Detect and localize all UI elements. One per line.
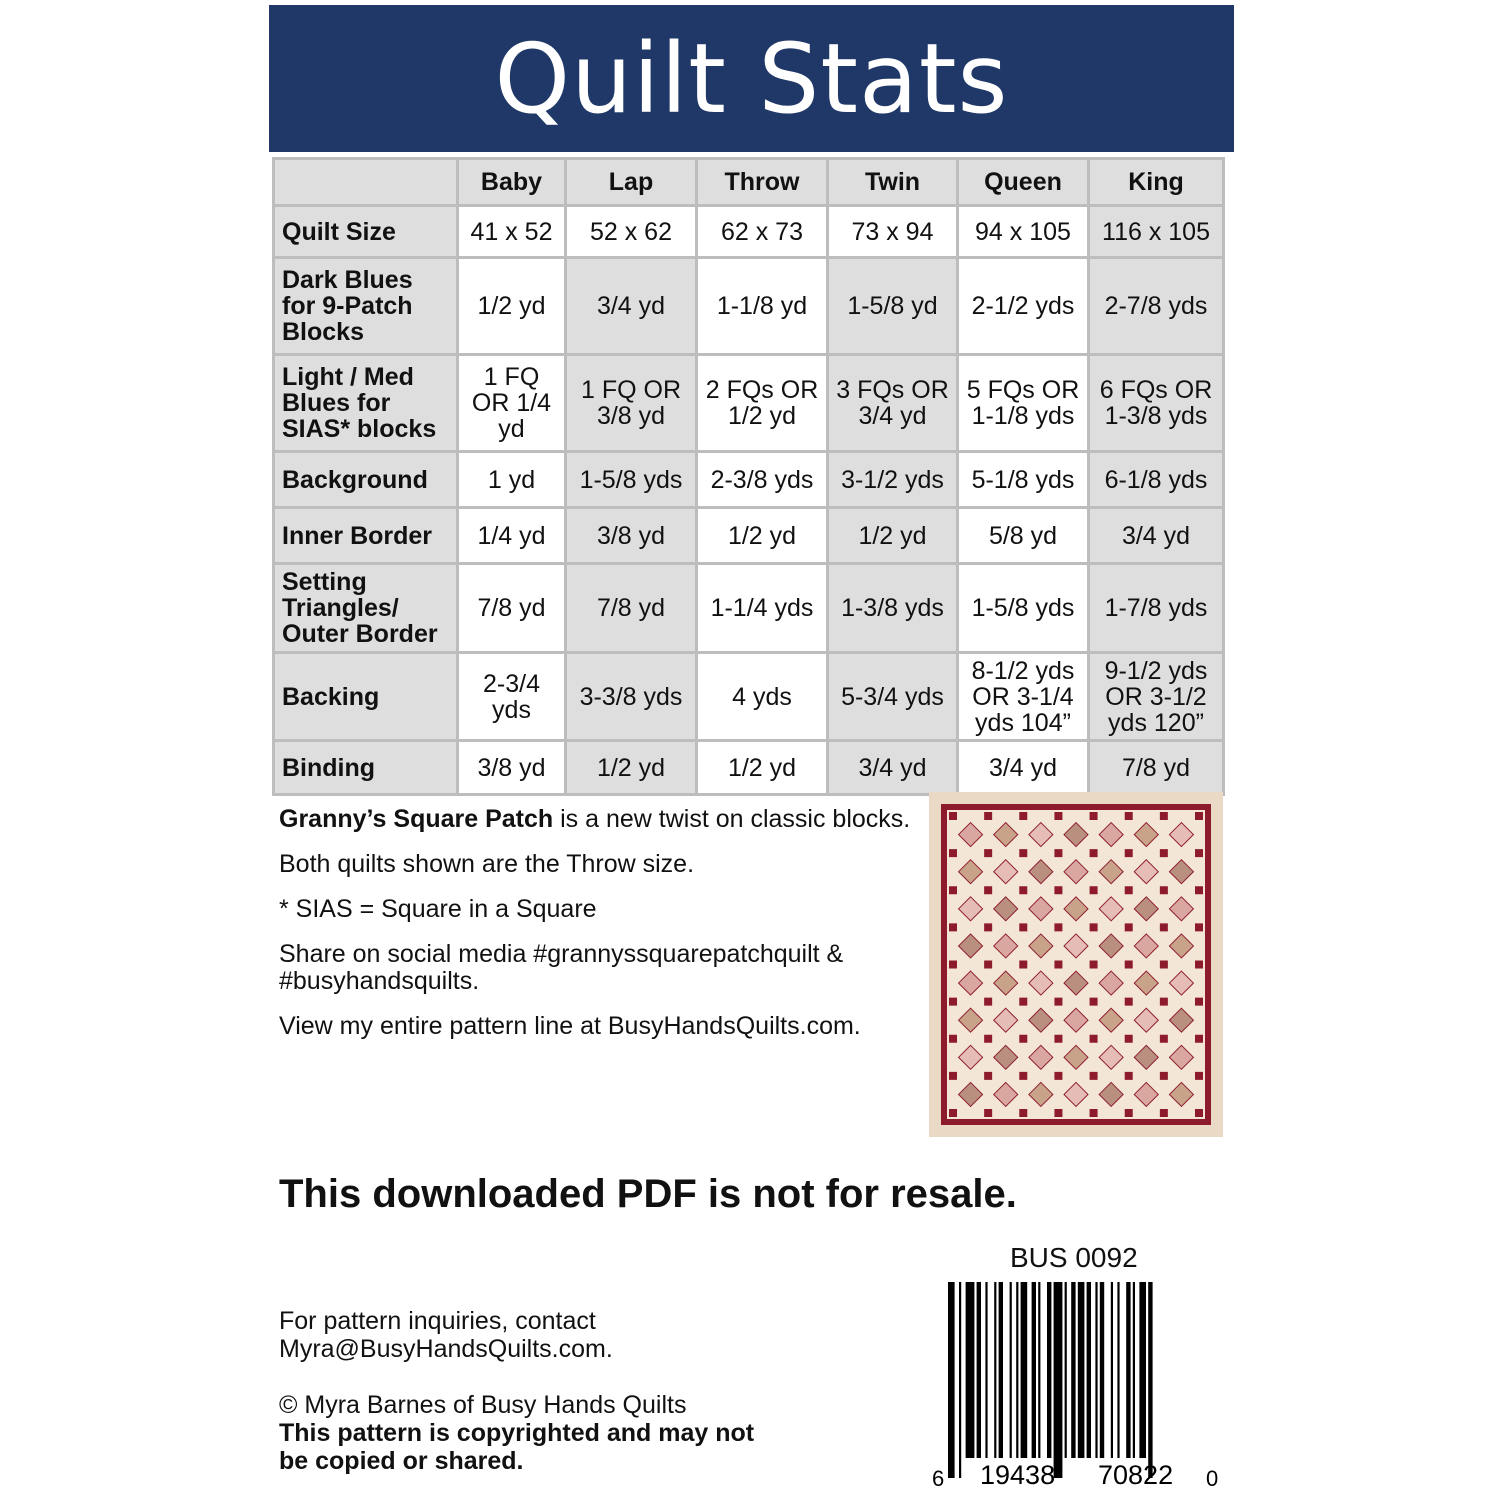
table-cell: 7/8 yd: [1089, 741, 1224, 795]
barcode-bar: [1021, 1282, 1028, 1458]
quilt-nine-patch: [1195, 1035, 1203, 1043]
table-cell: 116 x 105: [1089, 206, 1224, 258]
quilt-nine-patch: [1019, 812, 1027, 820]
quilt-nine-patch: [1054, 812, 1062, 820]
barcode-bars: [948, 1282, 1153, 1478]
table-cell: 7/8 yd: [566, 564, 697, 653]
column-header: Lap: [566, 159, 697, 206]
row-label: Light / Med Blues for SIAS* blocks: [274, 355, 458, 452]
quilt-nine-patch: [1125, 849, 1133, 857]
barcode-bar: [1087, 1282, 1091, 1458]
quilt-nine-patch: [949, 849, 957, 857]
corner-cell: [274, 159, 458, 206]
intro-note: [279, 806, 929, 833]
quilt-nine-patch: [1054, 886, 1062, 894]
barcode-bar: [948, 1282, 955, 1478]
barcode-first-digit: 6: [932, 1466, 945, 1491]
table-cell: 3-3/8 yds: [566, 653, 697, 741]
quilt-nine-patch: [1054, 1035, 1062, 1043]
quilt-nine-patch: [1054, 961, 1062, 969]
sias-note: * SIAS = Square in a Square: [279, 895, 597, 923]
table-cell: 1 FQ OR 1/4 yd: [458, 355, 566, 452]
table-cell: 2-3/4 yds: [458, 653, 566, 741]
table-cell: 1 FQ OR 3/8 yd: [566, 355, 697, 452]
title-banner: [269, 5, 1234, 152]
barcode-bar: [1126, 1282, 1130, 1458]
quilt-nine-patch: [1125, 998, 1133, 1006]
table-cell: 5-3/4 yds: [828, 653, 958, 741]
table-cell: 1-5/8 yds: [566, 452, 697, 508]
table-cell: 41 x 52: [458, 206, 566, 258]
throw-size-note: Both quilts shown are the Throw size.: [279, 850, 695, 878]
barcode-bar: [1016, 1282, 1018, 1458]
quilt-nine-patch: [1019, 1109, 1027, 1117]
quilt-nine-patch: [1125, 812, 1133, 820]
copyright-line: © Myra Barnes of Busy Hands Quilts: [279, 1391, 687, 1419]
quilt-stats-table: [272, 157, 1225, 796]
table-cell: 3 FQs OR 3/4 yd: [828, 355, 958, 452]
row-label: Binding: [274, 741, 458, 795]
barcode-bar: [985, 1282, 987, 1458]
quilt-nine-patch: [1160, 998, 1168, 1006]
contact-email: Myra@BusyHandsQuilts.com.: [279, 1335, 613, 1363]
barcode: [930, 1282, 1220, 1492]
quilt-nine-patch: [984, 849, 992, 857]
table-cell: 9-1/2 yds OR 3-1/2 yds 120”: [1089, 653, 1224, 741]
quilt-nine-patch: [1125, 886, 1133, 894]
page-title: Quilt Stats: [494, 22, 1009, 135]
table-cell: 1/2 yd: [697, 741, 828, 795]
table-cell: 2-3/8 yds: [697, 452, 828, 508]
table-row: [274, 258, 1224, 355]
pattern-name: Granny’s Square Patch: [279, 805, 554, 833]
quilt-nine-patch: [984, 886, 992, 894]
quilt-nine-patch: [949, 886, 957, 894]
table-cell: 3/4 yd: [566, 258, 697, 355]
quilt-nine-patch: [1160, 849, 1168, 857]
quilt-nine-patch: [1090, 998, 1098, 1006]
quilt-nine-patch: [1054, 849, 1062, 857]
barcode-bar: [1078, 1282, 1085, 1458]
intro-text: is a new twist on classic blocks.: [553, 805, 911, 833]
table-cell: 1/2 yd: [828, 508, 958, 564]
quilt-nine-patch: [1160, 923, 1168, 931]
table-cell: 3/4 yd: [1089, 508, 1224, 564]
quilt-nine-patch: [1090, 923, 1098, 931]
contact-info: [279, 1307, 613, 1363]
quilt-nine-patch: [949, 1072, 957, 1080]
quilt-nine-patch: [1019, 998, 1027, 1006]
column-header: Queen: [958, 159, 1089, 206]
quilt-nine-patch: [1160, 812, 1168, 820]
table-header-row: [274, 159, 1224, 206]
quilt-nine-patch: [1019, 1072, 1027, 1080]
quilt-nine-patch: [949, 1035, 957, 1043]
quilt-nine-patch: [1125, 923, 1133, 931]
row-label: Quilt Size: [274, 206, 458, 258]
quilt-nine-patch: [1054, 998, 1062, 1006]
quilt-nine-patch: [949, 961, 957, 969]
barcode-bar: [1054, 1282, 1063, 1478]
barcode-last-digit: 0: [1206, 1466, 1219, 1491]
barcode-bar: [1148, 1282, 1152, 1478]
quilt-nine-patch: [1125, 1072, 1133, 1080]
table-cell: 7/8 yd: [458, 564, 566, 653]
column-header: King: [1089, 159, 1224, 206]
resale-disclaimer: This downloaded PDF is not for resale.: [279, 1172, 1017, 1216]
quilt-nine-patch: [1195, 998, 1203, 1006]
quilt-nine-patch: [1019, 849, 1027, 857]
copyright-notice: [279, 1391, 759, 1475]
column-header: Baby: [458, 159, 566, 206]
quilt-nine-patch: [1195, 1109, 1203, 1117]
table-cell: 73 x 94: [828, 206, 958, 258]
column-header: Throw: [697, 159, 828, 206]
table-cell: 3-1/2 yds: [828, 452, 958, 508]
barcode-bar: [1071, 1282, 1075, 1458]
table-row: [274, 653, 1224, 741]
table-cell: 1-5/8 yd: [828, 258, 958, 355]
quilt-nine-patch: [984, 1109, 992, 1117]
table-row: [274, 741, 1224, 795]
quilt-nine-patch: [984, 998, 992, 1006]
barcode-bar: [994, 1282, 996, 1458]
quilt-nine-patch: [984, 923, 992, 931]
table-cell: 4 yds: [697, 653, 828, 741]
barcode-bar: [1065, 1282, 1067, 1458]
row-label: Background: [274, 452, 458, 508]
quilt-nine-patch: [1195, 1072, 1203, 1080]
table-cell: 3/8 yd: [458, 741, 566, 795]
table-cell: 62 x 73: [697, 206, 828, 258]
barcode-bar: [1111, 1282, 1113, 1458]
barcode-bar: [999, 1282, 1003, 1458]
quilt-nine-patch: [1090, 961, 1098, 969]
quilt-nine-patch: [1019, 961, 1027, 969]
barcode-bar: [959, 1282, 961, 1478]
table-cell: 5/8 yd: [958, 508, 1089, 564]
quilt-nine-patch: [1019, 923, 1027, 931]
quilt-nine-patch: [1090, 849, 1098, 857]
quilt-nine-patch: [1195, 849, 1203, 857]
barcode-bar: [1139, 1282, 1146, 1458]
barcode-bar: [1032, 1282, 1036, 1458]
row-label: Backing: [274, 653, 458, 741]
quilt-nine-patch: [1054, 1109, 1062, 1117]
table-row: [274, 355, 1224, 452]
table-cell: 1-3/8 yds: [828, 564, 958, 653]
quilt-nine-patch: [1090, 1109, 1098, 1117]
barcode-digits-left: 19438: [980, 1460, 1056, 1490]
table-cell: 3/4 yd: [958, 741, 1089, 795]
quilt-nine-patch: [1195, 812, 1203, 820]
row-label: Setting Triangles/ Outer Border: [274, 564, 458, 653]
quilt-nine-patch: [1160, 961, 1168, 969]
quilt-nine-patch: [949, 812, 957, 820]
quilt-nine-patch: [1195, 923, 1203, 931]
table-cell: 6-1/8 yds: [1089, 452, 1224, 508]
quilt-nine-patch: [984, 961, 992, 969]
quilt-nine-patch: [949, 1109, 957, 1117]
pattern-line-note: View my entire pattern line at BusyHandsQuilts.com.: [279, 1012, 861, 1040]
barcode-bar: [1010, 1282, 1012, 1458]
quilt-nine-patch: [1160, 1072, 1168, 1080]
barcode-bar: [1047, 1282, 1051, 1458]
table-row: [274, 508, 1224, 564]
table-cell: 52 x 62: [566, 206, 697, 258]
table-cell: 1/2 yd: [697, 508, 828, 564]
table-cell: 2-1/2 yds: [958, 258, 1089, 355]
column-header: Twin: [828, 159, 958, 206]
table-cell: 2-7/8 yds: [1089, 258, 1224, 355]
quilt-nine-patch: [1090, 812, 1098, 820]
table-cell: 1/2 yd: [458, 258, 566, 355]
table-cell: 3/8 yd: [566, 508, 697, 564]
quilt-nine-patch: [1019, 886, 1027, 894]
table-row: [274, 206, 1224, 258]
copyright-warning: This pattern is copyrighted and may not be copied or shared.: [279, 1419, 755, 1475]
table-cell: 5 FQs OR 1-1/8 yds: [958, 355, 1089, 452]
quilt-nine-patch: [1160, 886, 1168, 894]
table-cell: 8-1/2 yds OR 3-1/4 yds 104”: [958, 653, 1089, 741]
quilt-nine-patch: [949, 923, 957, 931]
contact-line: For pattern inquiries, contact: [279, 1307, 596, 1335]
table-cell: 3/4 yd: [828, 741, 958, 795]
quilt-nine-patch: [1160, 1035, 1168, 1043]
quilt-nine-patch: [1054, 1072, 1062, 1080]
barcode-bar: [1133, 1282, 1135, 1458]
barcode-bar: [1100, 1282, 1104, 1458]
quilt-nine-patch: [1054, 923, 1062, 931]
table-row: [274, 452, 1224, 508]
pattern-notes: [279, 806, 929, 1058]
table-cell: 1-1/4 yds: [697, 564, 828, 653]
quilt-nine-patch: [1125, 1109, 1133, 1117]
row-label: Dark Blues for 9-Patch Blocks: [274, 258, 458, 355]
row-label: Inner Border: [274, 508, 458, 564]
table-cell: 1-7/8 yds: [1089, 564, 1224, 653]
table-cell: 94 x 105: [958, 206, 1089, 258]
barcode-digits-right: 70822: [1098, 1460, 1174, 1490]
quilt-nine-patch: [984, 1072, 992, 1080]
barcode-bar: [1117, 1282, 1119, 1458]
table-cell: 5-1/8 yds: [958, 452, 1089, 508]
table-cell: 1/2 yd: [566, 741, 697, 795]
quilt-nine-patch: [984, 1035, 992, 1043]
quilt-photo: [929, 792, 1223, 1137]
table-cell: 1/4 yd: [458, 508, 566, 564]
barcode-bar: [1095, 1282, 1097, 1458]
table-row: [274, 564, 1224, 653]
table-cell: 6 FQs OR 1-3/8 yds: [1089, 355, 1224, 452]
quilt-nine-patch: [1160, 1109, 1168, 1117]
quilt-nine-patch: [984, 812, 992, 820]
barcode-bar: [966, 1282, 975, 1458]
sku-label: BUS 0092: [1010, 1242, 1138, 1273]
quilt-nine-patch: [1090, 1035, 1098, 1043]
barcode-bar: [1038, 1282, 1040, 1458]
quilt-nine-patch: [949, 998, 957, 1006]
table-cell: 1-5/8 yds: [958, 564, 1089, 653]
quilt-nine-patch: [1125, 961, 1133, 969]
quilt-nine-patch: [1090, 1072, 1098, 1080]
quilt-nine-patch: [1125, 1035, 1133, 1043]
quilt-nine-patch: [1195, 886, 1203, 894]
quilt-nine-patch: [1019, 1035, 1027, 1043]
social-note: Share on social media #grannyssquarepatchquilt & #busyhandsquilts.: [279, 940, 844, 995]
quilt-nine-patch: [1195, 961, 1203, 969]
barcode-bar: [977, 1282, 981, 1458]
table-cell: 2 FQs OR 1/2 yd: [697, 355, 828, 452]
table-cell: 1-1/8 yd: [697, 258, 828, 355]
quilt-nine-patch: [1090, 886, 1098, 894]
table-cell: 1 yd: [458, 452, 566, 508]
